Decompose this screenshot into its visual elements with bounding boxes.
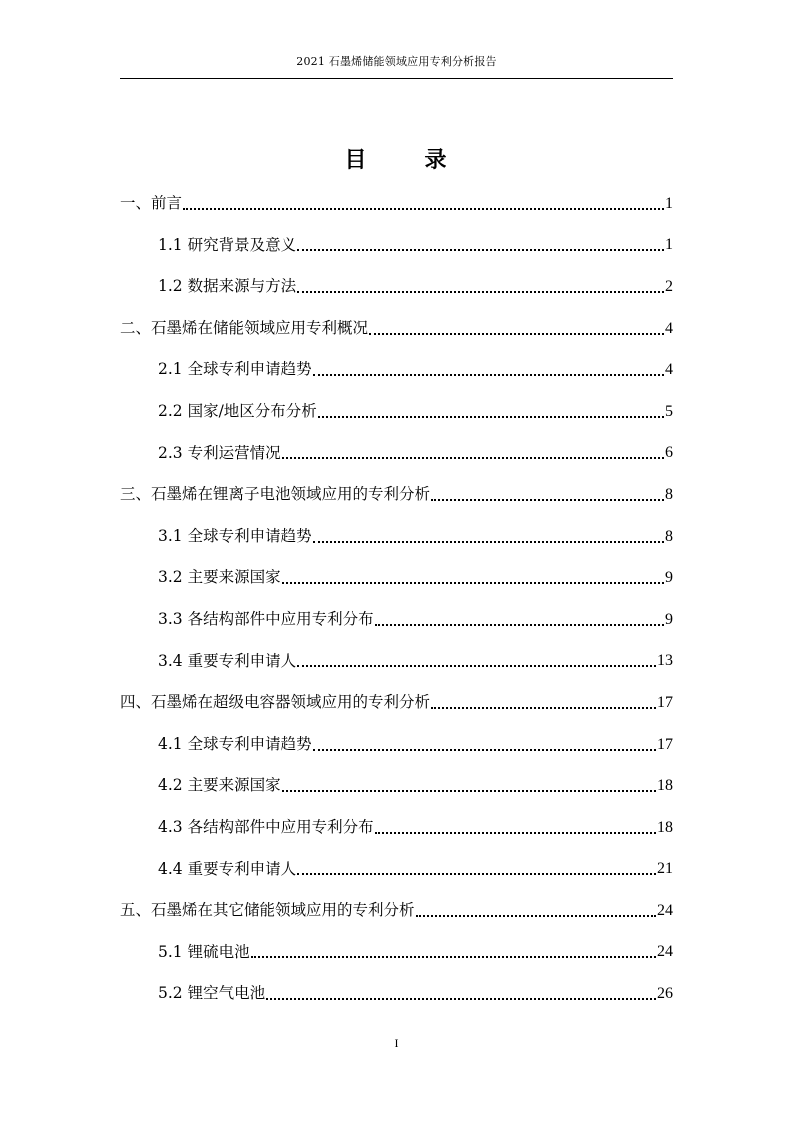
- dot-leader: [431, 499, 664, 501]
- dot-leader: [297, 249, 664, 251]
- toc-entry[interactable]: [120, 391, 673, 433]
- toc-entry-label: 2.3 专利运营情况: [158, 443, 281, 462]
- dot-leader: [251, 956, 656, 958]
- toc-entry-label: 3.2 主要来源国家: [158, 568, 281, 587]
- dot-leader: [416, 915, 656, 917]
- toc-entry[interactable]: [120, 849, 673, 891]
- toc-entry[interactable]: [120, 765, 673, 807]
- running-header: 2021 石墨烯储能领域应用专利分析报告: [296, 55, 497, 68]
- dot-leader: [431, 707, 656, 709]
- toc-entry-label: 3.3 各结构部件中应用专利分布: [158, 609, 374, 628]
- toc-entry-label: 1.1 研究背景及意义: [158, 235, 297, 254]
- toc-entry[interactable]: [120, 641, 673, 683]
- toc-entry[interactable]: [120, 433, 673, 475]
- toc-entry-label: 三、石墨烯在锂离子电池领域应用的专利分析: [120, 485, 431, 504]
- dot-leader: [282, 457, 664, 459]
- dot-leader: [318, 416, 664, 418]
- dot-leader: [266, 998, 656, 1000]
- toc-entry-label: 4.4 重要专利申请人: [158, 859, 297, 878]
- toc-title-part1: 目: [344, 147, 369, 173]
- toc-entry-label: 2.1 全球专利申请趋势: [158, 360, 312, 379]
- toc-entry-page-number: 17: [657, 693, 673, 711]
- toc-entry[interactable]: [120, 932, 673, 974]
- toc-title-part2: 录: [424, 147, 449, 173]
- toc-entry-label: 5.1 锂硫电池: [158, 942, 250, 961]
- toc-entry-label: 3.1 全球专利申请趋势: [158, 526, 312, 545]
- toc-entry-page-number: 1: [665, 236, 673, 254]
- toc-entry[interactable]: [120, 349, 673, 391]
- dot-leader: [297, 291, 664, 293]
- toc-entry-page-number: 9: [665, 610, 673, 628]
- page-number: I: [394, 1036, 399, 1050]
- dot-leader: [313, 749, 656, 751]
- toc-entry[interactable]: [120, 890, 673, 932]
- toc-entry-label: 五、石墨烯在其它储能领域应用的专利分析: [120, 901, 415, 920]
- toc-entry-page-number: 18: [657, 777, 673, 795]
- toc-entry-page-number: 26: [657, 985, 673, 1003]
- toc-list: [120, 183, 673, 1015]
- toc-entry-page-number: 4: [665, 319, 673, 337]
- toc-entry-label: 一、前言: [120, 194, 183, 213]
- toc-entry-page-number: 17: [657, 735, 673, 753]
- dot-leader: [183, 208, 664, 210]
- toc-entry-page-number: 13: [657, 652, 673, 670]
- toc-entry-page-number: 5: [665, 402, 673, 420]
- toc-entry-page-number: 8: [665, 485, 673, 503]
- toc-entry-label: 4.2 主要来源国家: [158, 776, 281, 795]
- dot-leader: [313, 374, 664, 376]
- dot-leader: [282, 790, 656, 792]
- toc-entry[interactable]: [120, 474, 673, 516]
- toc-entry-page-number: 1: [665, 194, 673, 212]
- toc-entry-label: 4.3 各结构部件中应用专利分布: [158, 817, 374, 836]
- toc-entry[interactable]: [120, 682, 673, 724]
- toc-entry-page-number: 24: [657, 901, 673, 919]
- dot-leader: [369, 333, 664, 335]
- toc-entry-page-number: 8: [665, 527, 673, 545]
- toc-title: [0, 143, 793, 174]
- toc-entry-page-number: 9: [665, 569, 673, 587]
- toc-entry-page-number: 21: [657, 860, 673, 878]
- dot-leader: [297, 665, 656, 667]
- dot-leader: [297, 873, 656, 875]
- toc-entry-page-number: 2: [665, 277, 673, 295]
- dot-leader: [282, 582, 664, 584]
- toc-entry[interactable]: [120, 973, 673, 1015]
- toc-entry[interactable]: [120, 724, 673, 766]
- toc-entry-page-number: 18: [657, 818, 673, 836]
- toc-entry-label: 3.4 重要专利申请人: [158, 651, 297, 670]
- toc-entry-label: 4.1 全球专利申请趋势: [158, 734, 312, 753]
- toc-entry[interactable]: [120, 557, 673, 599]
- toc-entry[interactable]: [120, 516, 673, 558]
- toc-entry[interactable]: [120, 266, 673, 308]
- toc-entry-label: 四、石墨烯在超级电容器领域应用的专利分析: [120, 693, 431, 712]
- toc-entry-page-number: 6: [665, 444, 673, 462]
- toc-entry-page-number: 4: [665, 361, 673, 379]
- toc-entry[interactable]: [120, 308, 673, 350]
- toc-entry-label: 1.2 数据来源与方法: [158, 277, 297, 296]
- toc-entry[interactable]: [120, 807, 673, 849]
- toc-entry-page-number: 24: [657, 943, 673, 961]
- toc-entry-label: 二、石墨烯在储能领域应用专利概况: [120, 318, 369, 337]
- dot-leader: [313, 541, 664, 543]
- header-divider: [120, 78, 673, 79]
- toc-entry-label: 5.2 锂空气电池: [158, 984, 266, 1003]
- toc-entry[interactable]: [120, 225, 673, 267]
- toc-entry[interactable]: [120, 599, 673, 641]
- dot-leader: [375, 624, 664, 626]
- toc-entry-label: 2.2 国家/地区分布分析: [158, 402, 317, 421]
- dot-leader: [375, 832, 656, 834]
- toc-entry[interactable]: [120, 183, 673, 225]
